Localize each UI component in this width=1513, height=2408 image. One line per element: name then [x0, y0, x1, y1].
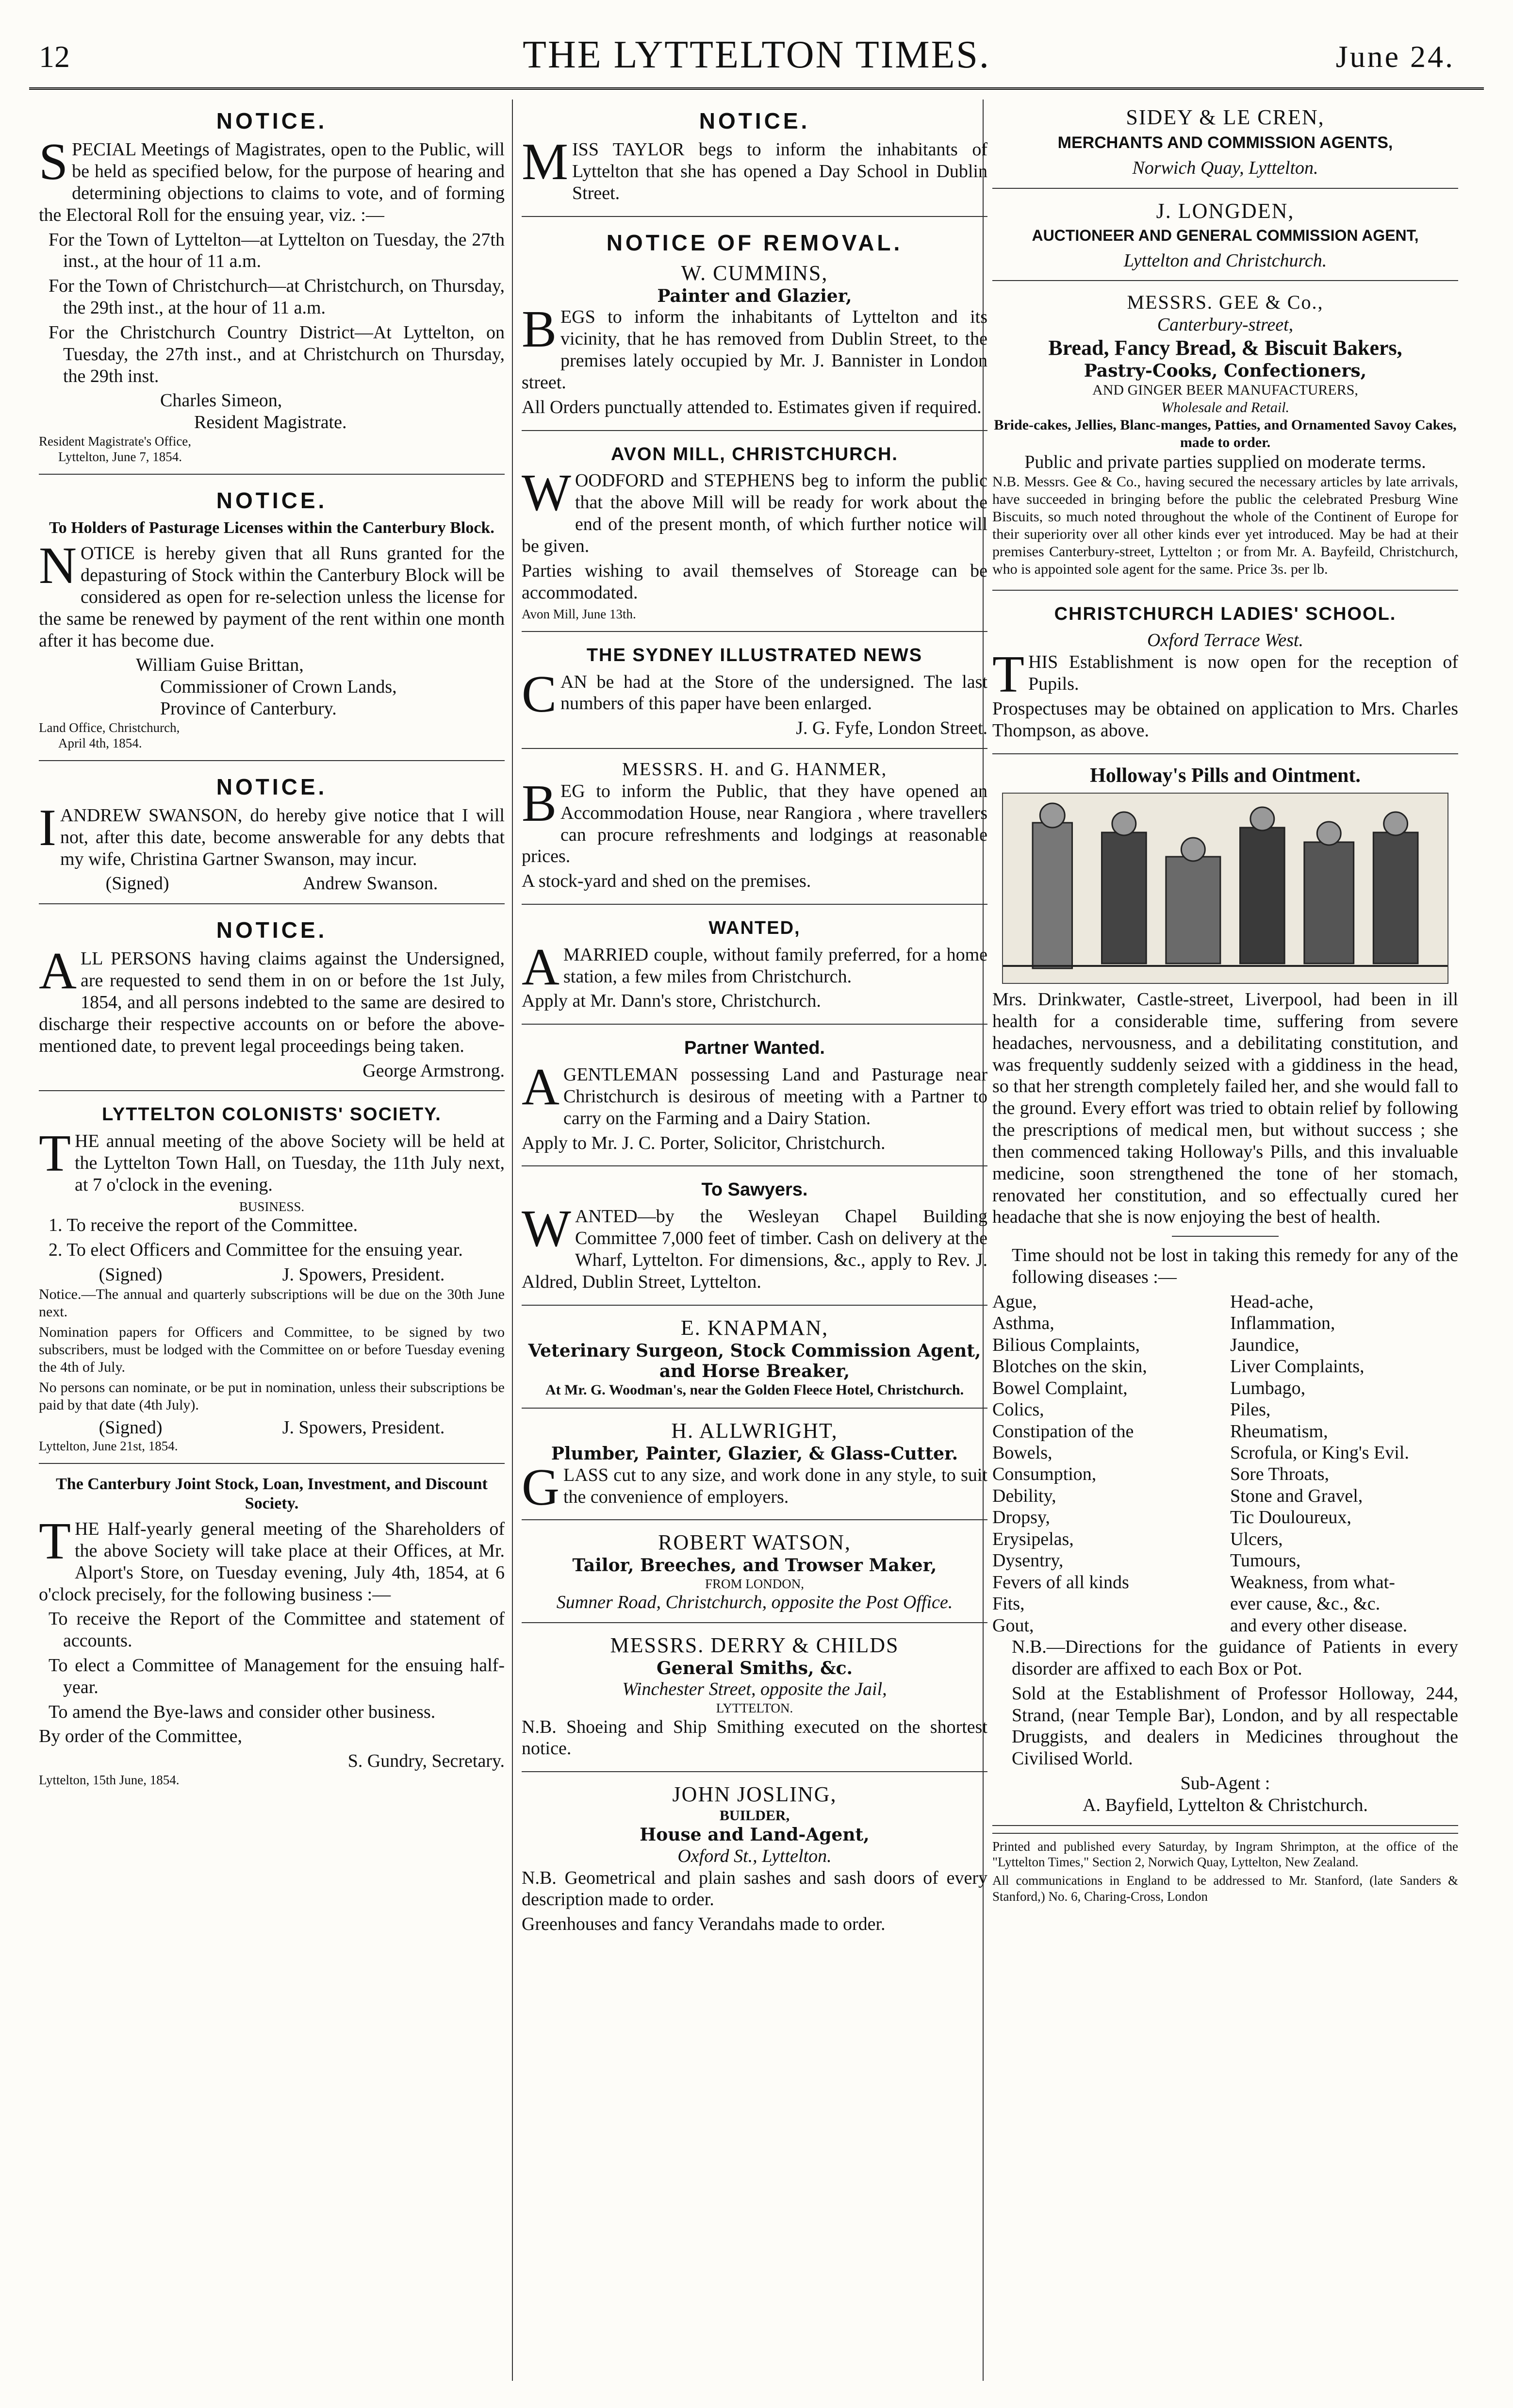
josling-card [522, 1779, 987, 1947]
disease-item: Asthma, [992, 1313, 1054, 1334]
drop-cap: T [992, 646, 1024, 704]
masthead-rule [29, 87, 1484, 90]
list-item: To elect a Committee of Management for the ensuing half-year. [49, 1655, 505, 1697]
disease-item: Debility, [992, 1485, 1056, 1506]
sub-agent-label: Sub-Agent : [1180, 1773, 1270, 1794]
disease-item: Gout, [992, 1615, 1034, 1636]
drop-cap: A [522, 938, 559, 996]
ad-heading: LYTTELTON COLONISTS' SOCIETY. [102, 1104, 442, 1125]
disease-item: Head-ache, [1230, 1291, 1314, 1312]
signature-line [39, 873, 505, 895]
signature-title: Province of Canterbury. [160, 698, 337, 719]
ad-body: AMARRIED couple, without family preferred, for a home station, a few miles from Christchurch. [522, 938, 987, 996]
ad-heading: THE SYDNEY ILLUSTRATED NEWS [586, 645, 923, 665]
ad-heading: NOTICE. [216, 917, 328, 943]
list-item: To amend the Bye-laws and consider other business. [49, 1701, 436, 1722]
ad-body: N.B. Shoeing and Ship Smithing executed on the shortest notice. [522, 1716, 987, 1759]
ad-heading: WANTED, [708, 918, 801, 938]
hanmer-notice [522, 756, 987, 905]
advertiser-address: Oxford Terrace West. [1147, 630, 1303, 651]
disease-item: Inflammation, [1230, 1313, 1335, 1334]
ad-footer: Lyttelton, 15th June, 1854. [39, 1773, 180, 1788]
list-item: For the Christchurch Country District—At Lyttelton, on Tuesday, the 27th inst., and at Christchurch on Thursday, the 29th inst. [49, 322, 505, 386]
drop-cap: T [39, 1125, 71, 1183]
signed-label: (Signed) [99, 1417, 163, 1438]
disease-list [992, 1291, 1458, 1636]
list-item: 1. To receive the report of the Committee. [49, 1215, 358, 1236]
disease-item: Colics, [992, 1399, 1044, 1420]
ad-heading: NOTICE. [216, 487, 328, 513]
ad-body: Parties wishing to avail themselves of Storeage can be accommodated. [522, 560, 987, 603]
disease-item: Tic Douloureux, [1230, 1507, 1351, 1528]
disease-item: and every other disease. [1230, 1615, 1408, 1636]
advertiser-trade: Tailor, Breeches, and Trowser Maker, [572, 1555, 937, 1576]
signature-name: Charles Simeon, [160, 390, 282, 411]
ad-body: THE Half-yearly general meeting of the Shareholders of the above Society will take place at their Offices, at Mr. Alport's Store, on Tuesday evening, July 4th, 1854, at 6 o'clock precisely, for the following business :— [39, 1512, 505, 1605]
advertiser-name: J. LONGDEN, [1156, 199, 1295, 223]
day-school-notice [522, 102, 987, 217]
advertiser-role: MERCHANTS AND COMMISSION AGENTS, [1057, 133, 1393, 152]
column-2 [522, 102, 987, 1954]
ad-body: Greenhouses and fancy Verandahs made to order. [522, 1914, 886, 1935]
signature-line [39, 1264, 505, 1286]
ad-body: THIS Establishment is now open for the reception of Pupils. [992, 646, 1458, 704]
longden-card [992, 196, 1458, 281]
signature-name: Andrew Swanson. [302, 873, 438, 894]
disease-column-right [1230, 1291, 1458, 1636]
ad-body: NOTICE is hereby given that all Runs granted for the depasturing of Stock within the Canterbury Block will be considered as open for re-selection unless the license for the same be renewed by payment of the rent within one month after it has become due. [39, 537, 505, 651]
disease-item: Ague, [992, 1291, 1037, 1312]
disease-item: Lumbago, [1230, 1378, 1306, 1398]
drop-cap: C [522, 665, 557, 723]
drop-cap: A [39, 942, 77, 1000]
signature-name: J. G. Fyfe, London Street. [796, 718, 987, 739]
ad-body: WOODFORD and STEPHENS beg to inform the public that the above Mill will be ready for work about the end of the present month, of which further notice will be given. [522, 464, 987, 556]
drop-cap: I [39, 798, 56, 857]
ad-heading: To Sawyers. [701, 1179, 808, 1200]
disease-item: Erysipelas, [992, 1528, 1074, 1549]
disease-item: Bowels, [992, 1443, 1053, 1463]
ad-body: AGENTLEMAN possessing Land and Pasturage near Christchurch is desirous of meeting with a Partner to carry on the Farming and a Dairy Station. [522, 1058, 987, 1129]
disease-item: Weakness, from what- [1230, 1572, 1395, 1593]
advertiser-trade: Veterinary Surgeon, Stock Commission Agent, and Horse Breaker, [528, 1340, 981, 1381]
ad-body: ALL PERSONS having claims against the Undersigned, are requested to send them in on or before the 1st July, 1854, and all persons indebted to the same are desired to discharge their respective accounts on or before the above-mentioned date, to prevent legal proceedings being taken. [39, 942, 505, 1056]
sidey-lecren-card [992, 102, 1458, 189]
advertiser-origin: FROM LONDON, [705, 1576, 805, 1591]
ad-body: WANTED—by the Wesleyan Chapel Building Committee 7,000 feet of timber. Cash on delivery at the Wharf, Lyttelton. For dimensions, &c., apply to Rev. J. Aldred, Dublin Street, Lyttelton. [522, 1200, 987, 1292]
ad-footer: Lyttelton, June 7, 1854. [58, 449, 182, 465]
signature-name: George Armstrong. [362, 1060, 505, 1081]
sydney-news-notice [522, 639, 987, 749]
product-list: Bride-cakes, Jellies, Blanc-manges, Patties, and Ornamented Savoy Cakes, made to order. [994, 416, 1457, 450]
ad-body: Time should not be lost in taking this remedy for any of the following diseases :— [1012, 1245, 1458, 1287]
avon-mill-notice [522, 438, 987, 632]
ad-heading: NOTICE. [216, 108, 328, 133]
ad-body: Sold at the Establishment of Professor Holloway, 244, Strand, (near Temple Bar), London, and by all respectable Druggists, and dealers in Medicines throughout the Civilised World. [1012, 1683, 1458, 1769]
armstrong-notice [39, 911, 505, 1091]
ad-body: No persons can nominate, or be put in nomination, unless their subscriptions be paid by that date (4th July). [39, 1379, 505, 1413]
drop-cap: N [39, 537, 77, 595]
knapman-card [522, 1312, 987, 1409]
newspaper-title: THE LYTTELTON TIMES. [523, 33, 990, 76]
advertiser-town: LYTTELTON. [716, 1701, 793, 1716]
advertiser-address: Sumner Road, Christchurch, opposite the Post Office. [556, 1592, 953, 1613]
advertiser-address: Lyttelton and Christchurch. [1123, 250, 1327, 271]
advertiser-trade: Wholesale and Retail. [1161, 399, 1290, 415]
disease-item: Dysentry, [992, 1550, 1064, 1571]
list-item: To receive the Report of the Committee and statement of accounts. [49, 1609, 505, 1651]
ad-body: BEGS to inform the inhabitants of Lyttelton and its vicinity, that he has removed from Dublin Street, to the premises lately occupied by Mr. J. Bannister in London street. [522, 300, 987, 393]
ad-body: A stock-yard and shed on the premises. [522, 871, 811, 892]
ad-heading: NOTICE. [216, 774, 328, 799]
ad-body: N.B. Messrs. Gee & Co., having secured the necessary articles by late arrivals, have succeeded in bringing before the public the celebrated Presburg Wine Biscuits, so much noted throughout the whole of the Continent of Europe for their superiority over all other kinds ever yet introduced. May be had at their premises Canterbury-street, Lyttelton ; or from Mr. A. Bayfeild, Christchurch, who is appointed sole agent for the same. Price 3s. per lb. [992, 473, 1458, 577]
partner-wanted-notice [522, 1031, 987, 1166]
section-rule [1172, 1236, 1279, 1237]
disease-item: Stone and Gravel, [1230, 1485, 1363, 1506]
ad-heading: AVON MILL, CHRISTCHURCH. [611, 444, 898, 465]
ad-footer: April 4th, 1854. [58, 736, 142, 751]
magistrates-notice [39, 102, 505, 475]
ad-body: IANDREW SWANSON, do hereby give notice that I will not, after this date, become answerable for any debts that my wife, Christina Gartner Swanson, may incur. [39, 798, 505, 869]
imprint-text: All communications in England to be addressed to Mr. Stanford, (late Sanders & Stanford,) No. 6, Charing-Cross, London [992, 1873, 1458, 1904]
disease-item: Dropsy, [992, 1507, 1050, 1528]
ad-body: All Orders punctually attended to. Estimates given if required. [522, 397, 982, 417]
drop-cap: T [39, 1512, 71, 1571]
advertiser-role: AUCTIONEER AND GENERAL COMMISSION AGENT, [1032, 226, 1419, 244]
ad-heading: Holloway's Pills and Ointment. [1090, 764, 1361, 787]
drop-cap: S [39, 133, 68, 191]
disease-item: Piles, [1230, 1399, 1271, 1420]
drop-cap: B [522, 300, 557, 359]
disease-item: Consumption, [992, 1464, 1097, 1485]
advertiser-name: H. ALLWRIGHT, [671, 1419, 838, 1443]
advertiser-trade: General Smiths, &c. [656, 1658, 853, 1678]
disease-item: Fevers of all kinds [992, 1572, 1129, 1593]
ad-body: GLASS cut to any size, and work done in any style, to suit the convenience of employers. [522, 1458, 987, 1516]
disease-item: Liver Complaints, [1230, 1356, 1365, 1377]
imprint [992, 1833, 1458, 1916]
swanson-notice [39, 768, 505, 905]
ad-body: N.B.—Directions for the guidance of Patients in every disorder are affixed to each Box or Pot. [1012, 1637, 1458, 1679]
allwright-card [522, 1415, 987, 1520]
signature-name: J. Spowers, President. [282, 1417, 445, 1438]
ad-footer: Lyttelton, June 21st, 1854. [39, 1439, 178, 1454]
ad-body: CAN be had at the Store of the undersigned. The last numbers of this paper have been enlarged. [522, 665, 987, 723]
imprint-text: Printed and published every Saturday, by Ingram Shrimpton, at the office of the "Lyttelton Times," Section 2, Norwich Quay, Lyttelton, New Zealand. [992, 1839, 1458, 1870]
ad-body: BEG to inform the Public, that they have opened an Accommodation House, near Rangiora , where travellers can procure refreshments and lodgings at reasonable prices. [522, 774, 987, 867]
disease-column-left [992, 1291, 1220, 1636]
advertiser-address: At Mr. G. Woodman's, near the Golden Fleece Hotel, Christchurch. [545, 1382, 964, 1398]
advertiser-name: JOHN JOSLING, [672, 1782, 837, 1807]
advertiser-address: Oxford St., Lyttelton. [677, 1845, 832, 1866]
ad-subheading: The Canterbury Joint Stock, Loan, Investment, and Discount Society. [56, 1475, 488, 1512]
ad-footer: Resident Magistrate's Office, [39, 434, 192, 449]
page-number: 12 [39, 39, 70, 74]
drop-cap: W [522, 464, 571, 522]
advertiser-trade: Pastry-Cooks, Confectioners, [1084, 361, 1367, 382]
advertiser-name: E. KNAPMAN, [680, 1315, 829, 1340]
drop-cap: M [522, 133, 569, 191]
disease-item: Blotches on the skin, [992, 1356, 1147, 1377]
disease-item: Scrofula, or King's Evil. [1230, 1443, 1409, 1463]
drop-cap: B [522, 774, 557, 832]
disease-item: Bowel Complaint, [992, 1378, 1128, 1398]
advertiser-name: SIDEY & LE CREN, [1126, 105, 1325, 129]
ad-body: SPECIAL Meetings of Magistrates, open to the Public, will be held as specified below, for the purpose of hearing and determining objections to claims to vote, and of forming the Electoral Roll for the ensuing year, viz. :— [39, 133, 505, 225]
ad-body: MISS TAYLOR begs to inform the inhabitants of Lyttelton that she has opened a Day School in Dublin Street. [522, 133, 987, 203]
column-1 [39, 102, 505, 1804]
sub-agent-name: A. Bayfield, Lyttelton & Christchurch. [1083, 1794, 1368, 1815]
issue-date: June 24. [1335, 39, 1455, 74]
advertiser-trade: AND GINGER BEER MANUFACTURERS, [1092, 382, 1358, 398]
business-label: BUSINESS. [239, 1199, 305, 1214]
ad-footer: Land Office, Christchurch, [39, 720, 180, 735]
colonists-society-notice [39, 1098, 505, 1463]
disease-item: Fits, [992, 1594, 1025, 1614]
ad-heading: Partner Wanted. [684, 1038, 825, 1059]
wanted-couple-notice [522, 912, 987, 1025]
woodcut-illustration [1002, 793, 1448, 984]
signature-name: J. Spowers, President. [282, 1264, 445, 1285]
ad-body: Public and private parties supplied on moderate terms. [1024, 451, 1426, 472]
disease-item: Bilious Complaints, [992, 1334, 1140, 1355]
advertiser-name: MESSRS. DERRY & CHILDS [610, 1633, 899, 1658]
advertiser-role: BUILDER, [719, 1808, 790, 1824]
advertiser-name: MESSRS. H. and G. HANMER, [622, 759, 888, 780]
newspaper-page [29, 19, 1484, 2388]
ad-subheading: To Holders of Pasturage Licenses within the Canterbury Block. [49, 519, 494, 537]
advertiser-address: Winchester Street, opposite the Jail, [622, 1679, 887, 1700]
ad-body: THE annual meeting of the above Society will be held at the Lyttelton Town Hall, on Tuesday, the 11th July next, at 7 o'clock in the evening. [39, 1125, 505, 1195]
advertiser-name: MESSRS. GEE & Co., [1127, 291, 1324, 314]
joint-stock-society-notice [39, 1471, 505, 1797]
signed-label: (Signed) [99, 1264, 163, 1285]
advertiser-trade: Painter and Glazier, [657, 285, 852, 306]
drop-cap: G [522, 1458, 559, 1516]
list-item: For the Town of Christchurch—at Christchurch, on Thursday, the 29th inst., at the hour of 11 a.m. [49, 276, 505, 318]
list-item: For the Town of Lyttelton—at Lyttelton on Tuesday, the 27th inst., at the hour of 11 a.m. [49, 229, 505, 272]
removal-notice [522, 224, 987, 431]
ladies-school-ad [992, 598, 1458, 754]
drop-cap: A [522, 1058, 559, 1116]
advertiser-name: W. CUMMINS, [681, 261, 828, 285]
masthead [29, 19, 1484, 78]
disease-item: Tumours, [1230, 1550, 1301, 1571]
disease-item: Constipation of the [992, 1421, 1134, 1442]
ad-body: Notice.—The annual and quarterly subscriptions will be due on the 30th June next. [39, 1286, 505, 1320]
signature-title: Commissioner of Crown Lands, [160, 677, 397, 697]
advertiser-name: ROBERT WATSON, [658, 1530, 851, 1555]
ad-heading: NOTICE. [699, 108, 810, 133]
column-3 [992, 102, 1458, 1923]
list-item: 2. To elect Officers and Committee for the ensuing year. [49, 1239, 463, 1260]
disease-item: Sore Throats, [1230, 1464, 1330, 1485]
advertiser-trade: Plumber, Painter, Glazier, & Glass-Cutter. [551, 1444, 958, 1464]
signature-name: William Guise Brittan, [136, 655, 304, 676]
sawyers-notice [522, 1173, 987, 1305]
ad-body: By order of the Committee, [39, 1726, 242, 1747]
advertiser-trade: Bread, Fancy Bread, & Biscuit Bakers, [1048, 336, 1402, 360]
ad-heading: CHRISTCHURCH LADIES' SCHOOL. [1054, 603, 1397, 624]
holloway-ad [992, 761, 1458, 1826]
drop-cap: W [522, 1200, 571, 1258]
ad-body: Prospectuses may be obtained on application to Mrs. Charles Thompson, as above. [992, 698, 1458, 741]
column-divider-1 [512, 100, 513, 2381]
disease-item: ever cause, &c., &c. [1230, 1594, 1381, 1614]
gee-bakers-ad [992, 288, 1458, 590]
advertiser-trade: House and Land-Agent, [640, 1825, 870, 1845]
ad-heading: NOTICE OF REMOVAL. [606, 230, 903, 255]
signed-label: (Signed) [105, 873, 169, 894]
ad-body: Nomination papers for Officers and Committee, to be signed by two subscribers, must be lodged with the Committee on or before Tuesday evening the 4th of July. [39, 1324, 505, 1375]
watson-card [522, 1527, 987, 1623]
disease-item: Rheumatism, [1230, 1421, 1328, 1442]
signature-line [39, 1417, 505, 1439]
ad-body: Apply at Mr. Dann's store, Christchurch. [522, 991, 821, 1012]
disease-item: Ulcers, [1230, 1528, 1283, 1549]
pasturage-notice [39, 482, 505, 761]
ad-body: N.B. Geometrical and plain sashes and sash doors of every description made to order. [522, 1867, 987, 1910]
signature-name: S. Gundry, Secretary. [347, 1751, 505, 1772]
disease-item: Jaundice, [1230, 1334, 1299, 1355]
derry-childs-card [522, 1630, 987, 1772]
advertiser-address: Canterbury-street, [1157, 314, 1294, 335]
signature-title: Resident Magistrate. [194, 412, 347, 433]
ad-footer: Avon Mill, June 13th. [522, 607, 636, 622]
ad-body: Apply to Mr. J. C. Porter, Solicitor, Christchurch. [522, 1132, 886, 1153]
ad-body: Mrs. Drinkwater, Castle-street, Liverpool, had been in ill health for a considerable time, suffering from severe headaches, nervousness, and a debilitating constitution, and was frequently suddenly seized with a giddiness in the head, so that her strength completely failed her, and she would fall to the ground. Every effort was tried to obtain relief by following the prescriptions of medical men, but without success ; she then commenced taking Holloway's Pills, and this invaluable medicine, soon strengthened the tone of her stomach, renovated her constitution, and so effectually cured her headache that she is now enjoying the best of health. [992, 989, 1458, 1228]
advertiser-address: Norwich Quay, Lyttelton. [1132, 158, 1318, 179]
